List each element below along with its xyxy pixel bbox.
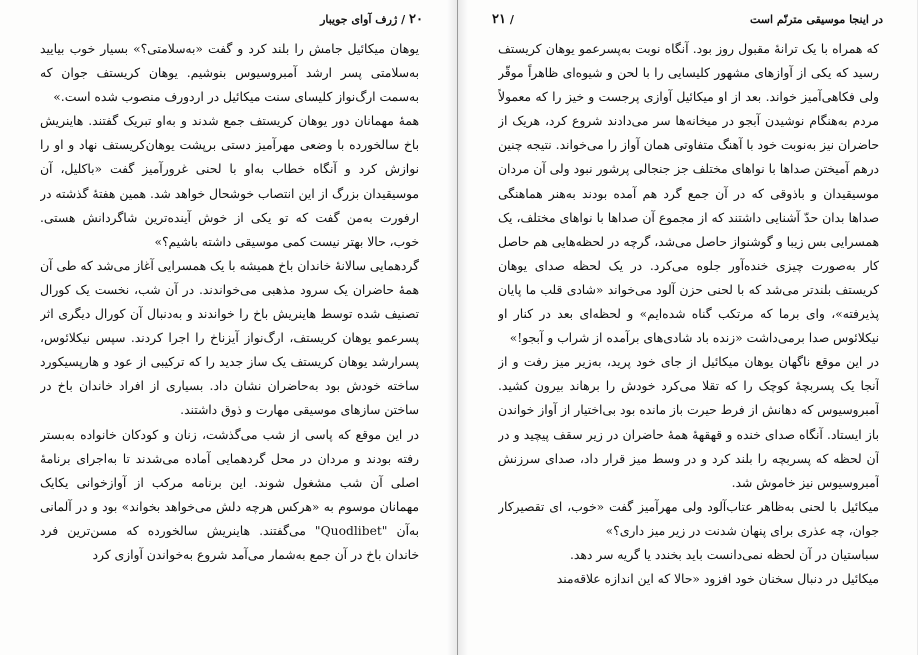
left-paragraph: همهٔ مهمانان دور یوهان کریستف جمع شدند و به‌او تبریک گفتند. هاینریش باخ سالخورده با وضعی مهرآمیز دستی برپشت یوهان‌کریستف نهاد و او را نوازش کرد و آنگاه خطاب به‌او با لحنی غرورآمیز گفت «باکلیل، آن موسیقیدان بزرگ از این انتصاب خوشحال خواهد شد. همین هفتهٔ گذشته در ارفورت به‌من گفت که تو یکی از خوش آینده‌ترین شاگردانش هستی. خوب، حالا بهتر نیست کمی موسیقی داشته باشیم؟» — [40, 114, 419, 249]
spine-shadow — [447, 0, 457, 655]
right-body-text — [498, 37, 879, 649]
spine-shadow — [458, 0, 468, 655]
right-running-title: در اینجا موسیقی مترنّم است — [750, 12, 883, 26]
left-paragraph: در این موقع که پاسی از شب می‌گذشت، زنان و کودکان خانواده به‌بستر رفته بودند و مردان در محل گردهمایی آماده می‌شدند تا به‌اجرای برنامهٔ اصلی آن شب مشغول شوند. این برنامه مرکب از آوازخوانی یکایک مهمانان موسوم به «هرکس هرچه دلش می‌خواهد بخواند» بود و در آلمانی به‌آن "Quodlibet" می‌گفتند. هاینریش سالخورده که مسن‌ترین فرد خاندان باخ در آن جمع به‌شمار می‌آمد شروع به‌خواندن آوازی کرد — [40, 427, 419, 562]
left-paragraph: یوهان میکائیل جامش را بلند کرد و گفت «به‌سلامتی؟» بسیار خوب بیایید به‌سلامتی پسر ارشد آمبروسیوس بنوشیم. یوهان کریستف جوان که به‌سمت ارگ‌نواز کلیسای سنت میکائیل در اردورف منصوب شده است.» — [40, 42, 419, 105]
left-page — [0, 0, 458, 655]
right-paragraph: میکائیل با لحنی به‌ظاهر عتاب‌آلود ولی مهرآمیز گفت «خوب، ای تقصیرکار جوان، چه عذری برای پنهان شدنت در زیر میز داری؟» — [498, 499, 879, 538]
left-page-number: ۲۰ — [409, 11, 423, 27]
left-body-text — [40, 37, 419, 649]
right-head-group — [492, 12, 514, 27]
right-page — [458, 0, 917, 655]
right-head-separator: / — [509, 12, 514, 26]
left-head-separator: / — [401, 12, 406, 26]
left-head-group — [320, 12, 423, 27]
right-paragraph: سباستیان در آن لحظه نمی‌دانست باید بخندد یا گریه سر دهد. — [569, 547, 879, 562]
left-paragraph: گردهمایی سالانهٔ خاندان باخ همیشه با یک همسرایی آغاز می‌شد که طی آن همهٔ حاضران یک سرود مذهبی می‌خواندند. در آن شب، نخست یک کورال تصنیف شده توسط هاینریش باخ را خواندند و به‌دنبال آن کورال دیگری اثر پسرعمو یوهان کریستف، ارگ‌نواز آیزناخ را اجرا کردند. سپس نیکلائوس، پسرارشد یوهان کریستف یک ساز جدید را که ترکیبی از عود و هارپسیکورد ساخته خودش بود به‌حاضران نشان داد. بسیاری از افراد خاندان باخ در ساختن سازهای موسیقی مهارت و ذوق داشتند. — [40, 258, 419, 418]
right-paragraph: که همراه با یک ترانهٔ مقبول روز بود. آنگاه نوبت به‌پسرعمو یوهان کریستف رسید که یکی از آوازهای مشهور کلیسایی را با لحن و شیوه‌ای ظاهراً موقّر ولی فکاهی‌آمیز خواند. بعد از او میکائیل آوازی پرجست و خیز را که معمولاً مردم به‌هنگام نوشیدن آبجو در میخانه‌ها سر می‌دادند شروع کرد، هریک از حاضران نیز به‌نوبت خود با آهنگ متفاوتی همان آواز را می‌خواند. نتیجه چنین درهم آمیختن صداها با نواهای مختلف جز جنجالی پرشور نبود ولی آن مردان موسیقیدان و باذوقی که در آن جمع گرد هم آمده بودند به‌هنر هماهنگی صداها بدان حدّ آشنایی داشتند که از مجموع آن صداها با نواهای مختلف، یک همسرایی بس زیبا و گوشنواز حاصل می‌شد، گرچه در لحظه‌هایی هم حاصل کار به‌صورت چیزی خنده‌آور جلوه می‌کرد. در یک لحظه صدای یوهان کریستف بلندتر می‌شد که با لحنی حزن آلود می‌خواند «شادی قلب ما پایان پذیرفته»، وای برما که مرتکب گناه شده‌ایم» و لحظه‌ای بعد در کنار او نیکلائوس صدا برمی‌داشت «زنده باد شادی‌های برآمده از شراب و آبجو!» — [498, 42, 879, 346]
right-running-head — [492, 8, 883, 30]
right-paragraph: در این موقع ناگهان یوهان میکائیل از جای خود پرید، به‌زیر میز رفت و از آنجا یک پسربچهٔ کوچک را که تقلا می‌کرد خودش را برهاند بیرون کشید. آمبروسیوس که دهانش از فرط حیرت باز مانده بود بی‌اختیار از آواز خواندن باز ایستاد. آنگاه صدای خنده و قهقههٔ همهٔ حاضران در زیر سقف پیچید و در آن لحظه که پسربچه را بلند کرد و در وسط میز قرار داد، صدای سرزنش آمبروسیوس نیز خاموش شد. — [498, 355, 879, 490]
right-page-number: ۲۱ — [492, 11, 506, 27]
right-paragraph: میکائیل در دنبال سخنان خود افزود «حالا که این اندازه علاقه‌مند — [556, 572, 879, 587]
left-running-head — [34, 8, 423, 30]
left-running-title: ژرف آوای جویبار — [320, 12, 398, 26]
